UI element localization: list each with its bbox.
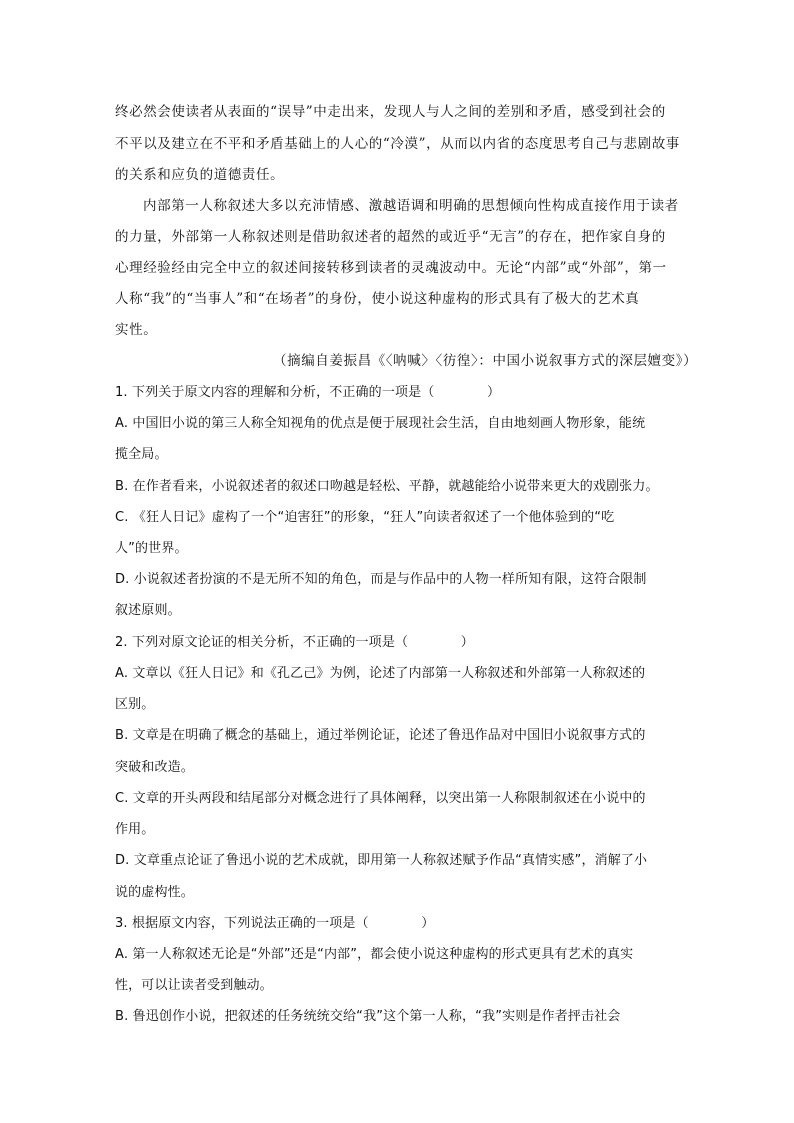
question-1-option-a-cont: 揽全局。	[115, 447, 168, 462]
question-1-option-d-cont: 叙述原则。	[115, 603, 181, 618]
question-1-option-c: C. 《狂人日记》虚构了一个“迫害狂”的形象，“狂人”向读者叙述了一个他体验到的“吃	[115, 510, 615, 525]
passage-line: 的关系和应负的道德责任。	[115, 167, 285, 183]
question-2-option-a-cont: 区别。	[115, 697, 155, 712]
passage-line: 终必然会使读者从表面的“误导”中走出来，发现人与人之间的差别和矛盾，感受到社会的	[115, 104, 666, 120]
question-3-option-a: A. 第一人称叙述无论是“外部”还是“内部”，都会使小说这种虚构的形式更具有艺术的真实	[115, 947, 634, 962]
passage-line: 人称“我”的“当事人”和“在场者”的身份，使小说这种虚构的形式具有了极大的艺术真	[115, 291, 640, 307]
question-2-option-c-cont: 作用。	[115, 822, 155, 837]
passage-line: 不平以及建立在不平和矛盾基础上的人心的“冷漠”，从而以内省的态度思考自己与悲剧故事	[115, 136, 680, 152]
question-3-stem: 3. 根据原文内容，下列说法正确的一项是（ ）	[115, 916, 435, 931]
question-2-stem: 2. 下列对原文论证的相关分析，不正确的一项是（ ）	[115, 635, 474, 650]
question-2-option-c: C. 文章的开头两段和结尾部分对概念进行了具体阐释，以突出第一人称限制叙述在小说中的	[115, 791, 646, 806]
passage-line: 心理经验经由完全中立的叙述间接转移到读者的灵魂波动中。无论“内部”或“外部”，第一	[115, 260, 667, 276]
question-2-option-d-cont: 说的虚构性。	[115, 885, 194, 900]
question-1-option-b: B. 在作者看来，小说叙述者的叙述口吻越是轻松、平静，就越能给小说带来更大的戏剧张力。	[115, 479, 659, 494]
source-citation: （摘编自姜振昌《〈呐喊〉〈彷徨〉：中国小说叙事方式的深层嬗变》）	[273, 353, 698, 369]
question-1-stem: 1. 下列关于原文内容的理解和分析，不正确的一项是（ ）	[115, 385, 501, 400]
passage-line: 的力量，外部第一人称叙述则是借助叙述者的超然的或近乎“无言”的存在，把作家自身的	[115, 229, 666, 245]
passage-line: 实性。	[115, 322, 158, 338]
question-1-option-d: D. 小说叙述者扮演的不是无所不知的角色，而是与作品中的人物一样所知有限，这符合限制	[115, 572, 647, 587]
question-2-option-d: D. 文章重点论证了鲁迅小说的艺术成就，即用第一人称叙述赋予作品“真情实感”，消解了小	[115, 853, 648, 868]
question-1-option-c-cont: 人”的世界。	[115, 541, 188, 556]
question-2-option-a: A. 文章以《狂人日记》和《孔乙己》为例，论述了内部第一人称叙述和外部第一人称叙述的	[115, 666, 646, 681]
question-2-option-b-cont: 突破和改造。	[115, 760, 194, 775]
question-3-option-b: B. 鲁迅创作小说，把叙述的任务统统交给“我”这个第一人称，“我”实则是作者抨击社会	[115, 1009, 621, 1024]
question-3-option-a-cont: 性，可以让读者受到触动。	[115, 978, 273, 993]
question-1-option-a: A. 中国旧小说的第三人称全知视角的优点是便于展现社会生活，自由地刻画人物形象，能统	[115, 416, 646, 431]
question-2-option-b: B. 文章是在明确了概念的基础上，通过举例论证，论述了鲁迅作品对中国旧小说叙事方式的	[115, 728, 646, 743]
passage-line: 内部第一人称叙述大多以充沛情感、激越语调和明确的思想倾向性构成直接作用于读者	[143, 198, 679, 214]
